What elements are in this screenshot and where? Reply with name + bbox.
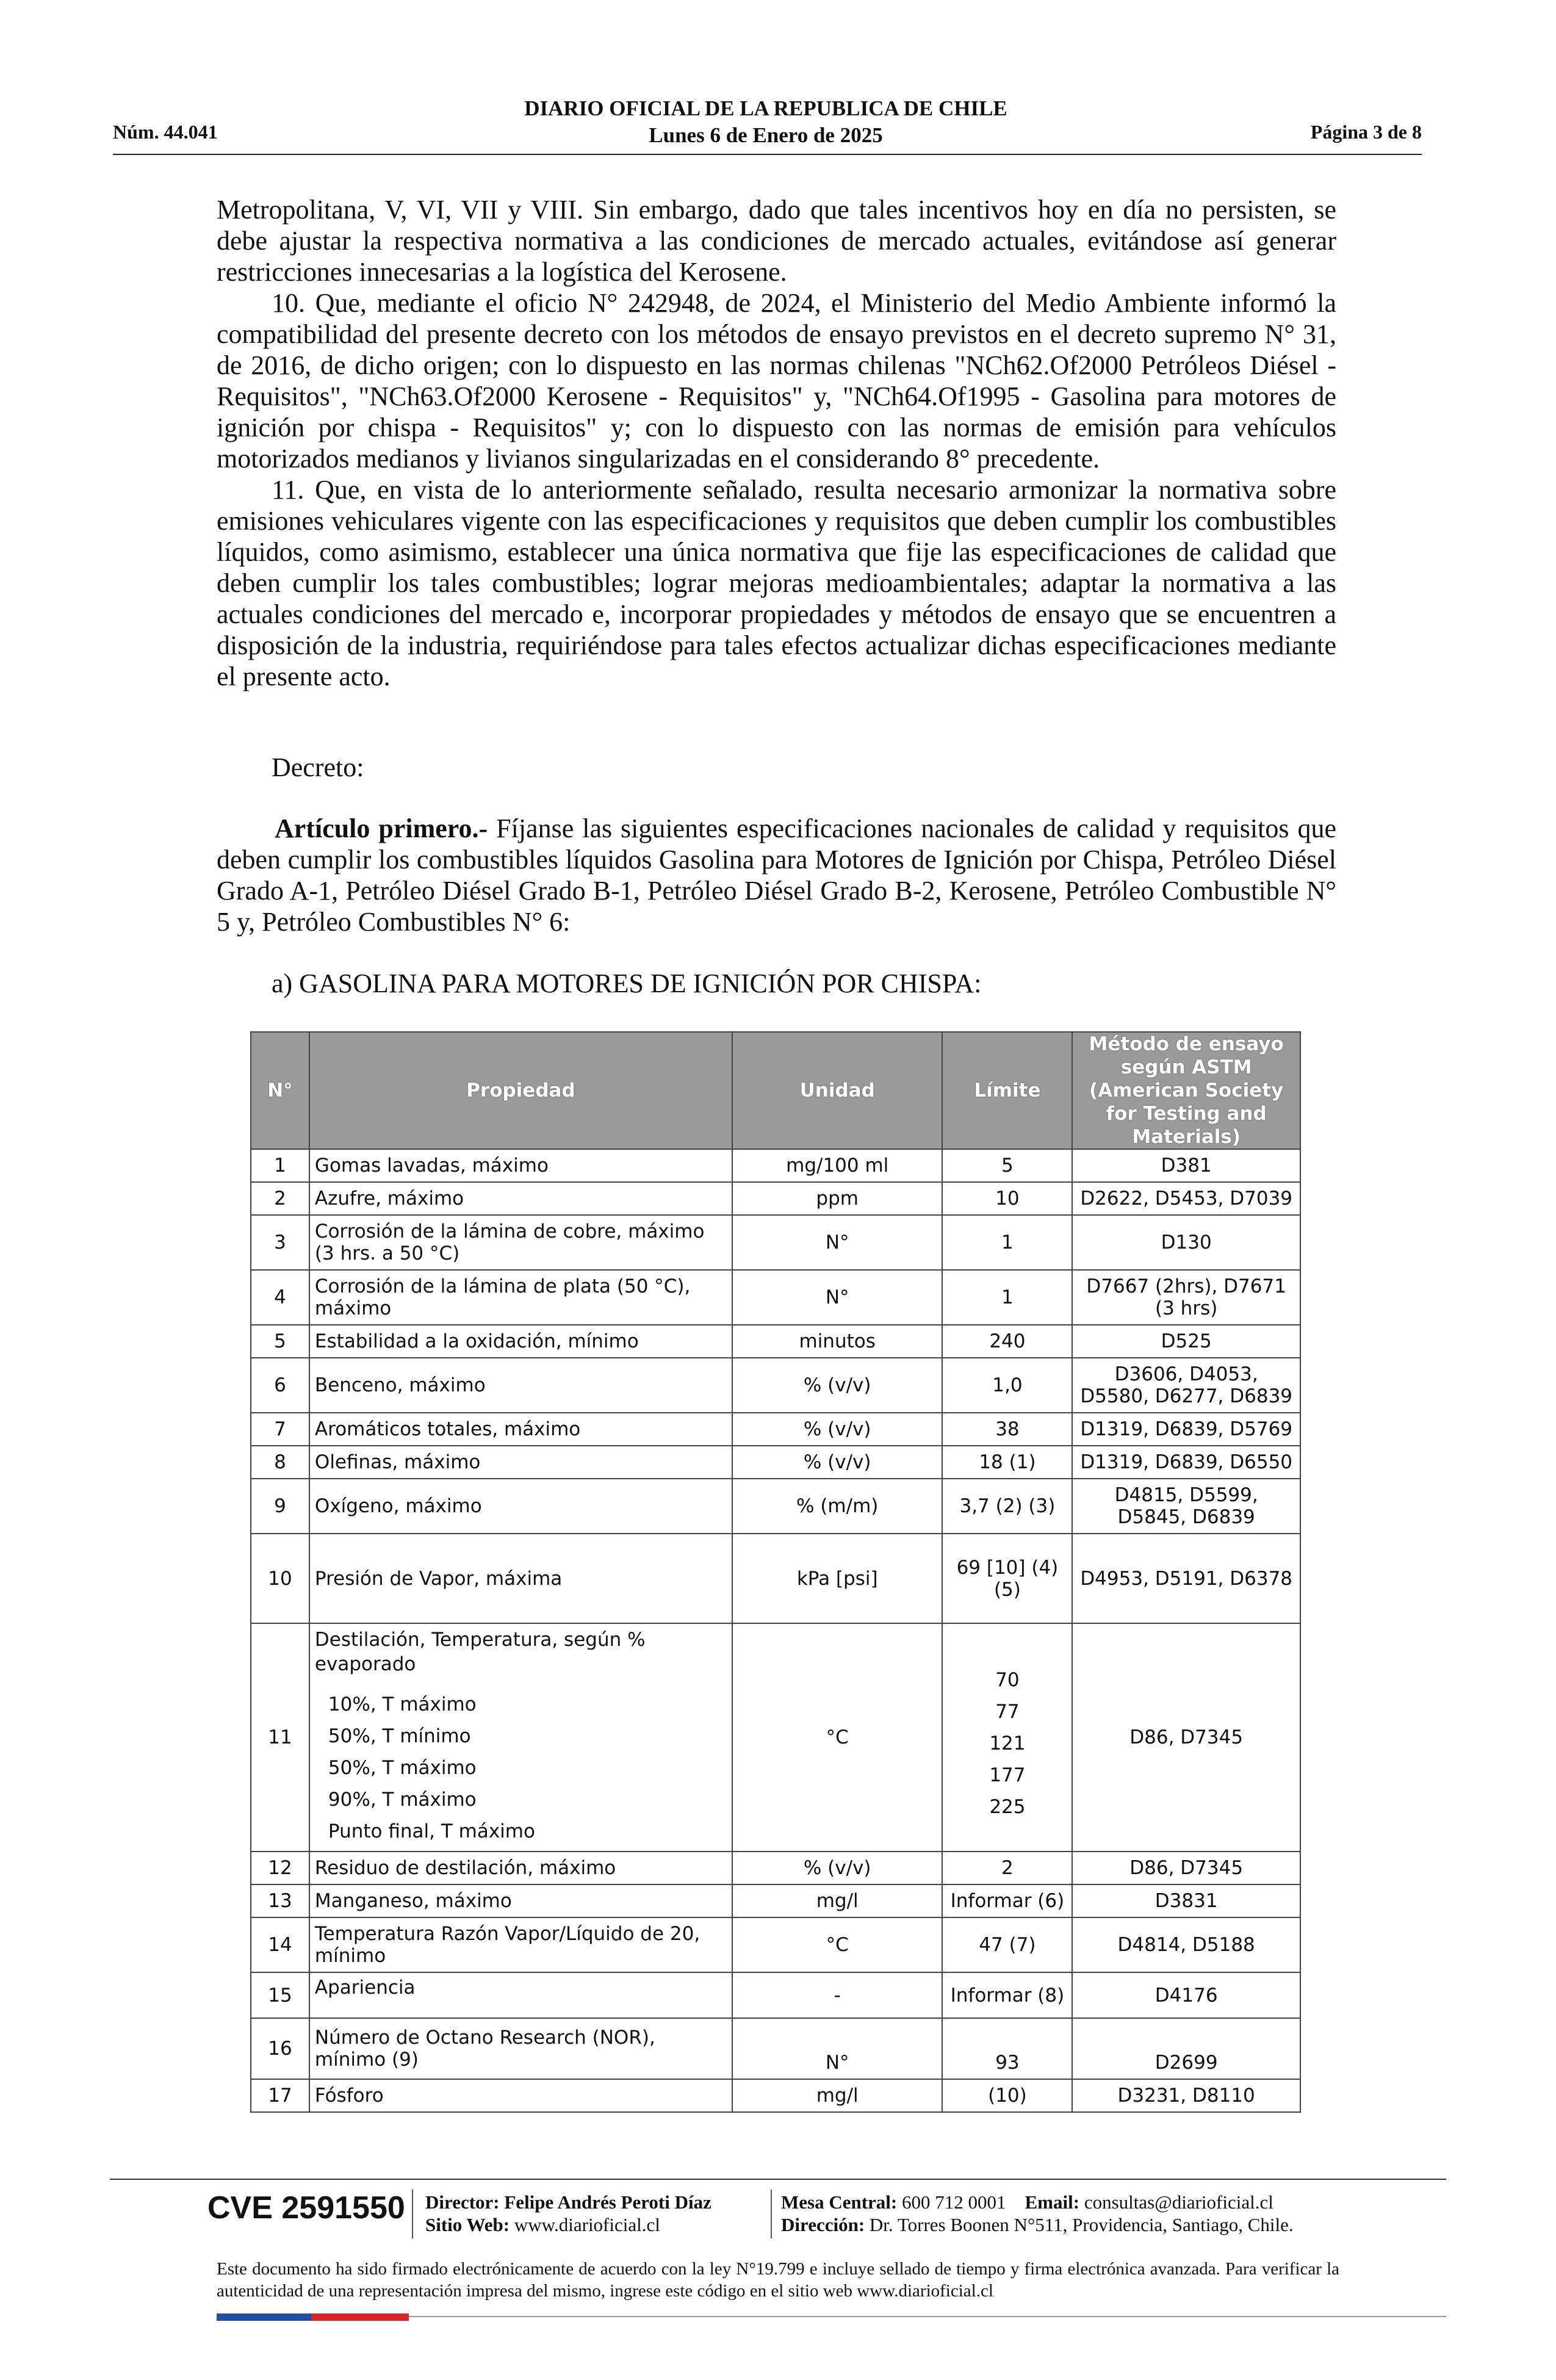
cell-property: Olefinas, máximo — [309, 1446, 732, 1479]
cell-method: D3606, D4053, D5580, D6277, D6839 — [1072, 1358, 1300, 1413]
cell-number: 17 — [251, 2079, 309, 2112]
cell-number: 1 — [251, 1149, 309, 1182]
table-row — [251, 1149, 1300, 1182]
col-header-property: Propiedad — [309, 1032, 732, 1149]
table-row — [251, 1215, 1300, 1270]
articulo-label: Artículo primero.- — [275, 813, 488, 843]
cell-number: 6 — [251, 1358, 309, 1413]
mesa-phone: 600 712 0001 — [902, 2191, 1006, 2213]
footer-separator — [412, 2190, 413, 2238]
cell-unit: kPa [psi] — [732, 1534, 943, 1623]
cell-method: D4953, D5191, D6378 — [1072, 1534, 1300, 1623]
director-label: Director: — [425, 2191, 500, 2213]
cell-property: Aromáticos totales, máximo — [309, 1413, 732, 1446]
cell-unit: % (m/m) — [732, 1479, 943, 1534]
footer-separator — [771, 2190, 772, 2238]
cell-method: D4176 — [1072, 1972, 1300, 2018]
distillation-item: Punto final, T máximo — [328, 1820, 535, 1842]
site-label: Sitio Web: — [425, 2214, 510, 2235]
issue-number: Núm. 44.041 — [113, 121, 218, 143]
decreto-heading: Decreto: — [272, 752, 364, 782]
flag-bar-blue — [217, 2313, 311, 2321]
table-row — [251, 1270, 1300, 1325]
cell-property: Temperatura Razón Vapor/Líquido de 20, mínimo — [309, 1917, 732, 1972]
cell-unit: mg/100 ml — [732, 1149, 943, 1182]
cell-unit: - — [732, 1972, 943, 2018]
cell-method: D2622, D5453, D7039 — [1072, 1182, 1300, 1215]
cell-unit: % (v/v) — [732, 1358, 943, 1413]
table-row — [251, 2018, 1300, 2079]
distillation-item: 50%, T máximo — [328, 1757, 477, 1779]
cell-property — [309, 1623, 732, 1852]
distillation-item: 90%, T máximo — [328, 1789, 477, 1811]
cell-limit: 3,7 (2) (3) — [942, 1479, 1072, 1534]
distillation-item: 10%, T máximo — [328, 1693, 477, 1715]
cell-limit: 240 — [942, 1325, 1072, 1358]
cell-limit: 1 — [942, 1270, 1072, 1325]
publication-date: Lunes 6 de Enero de 2025 — [649, 123, 883, 147]
cell-limit: 18 (1) — [942, 1446, 1072, 1479]
table-row — [251, 1479, 1300, 1534]
table-row — [251, 2079, 1300, 2112]
distillation-title: Destilación, Temperatura, según % evaporado — [314, 1629, 646, 1675]
cell-property: Oxígeno, máximo — [309, 1479, 732, 1534]
address-line — [781, 2213, 1294, 2236]
cve-code: CVE 2591550 — [207, 2190, 405, 2226]
table-header-row — [251, 1032, 1300, 1149]
publication-title: DIARIO OFICIAL DE LA REPUBLICA DE CHILE — [524, 96, 1007, 120]
email-label: Email: — [1025, 2191, 1080, 2213]
cell-unit: % (v/v) — [732, 1413, 943, 1446]
footer-bottom-rule — [409, 2316, 1446, 2317]
mesa-label: Mesa Central: — [781, 2191, 898, 2213]
table-row — [251, 1182, 1300, 1215]
cell-limit: 69 [10] (4) (5) — [942, 1534, 1072, 1623]
cell-limit: 93 — [942, 2018, 1072, 2079]
col-header-limit: Límite — [942, 1032, 1072, 1149]
table-row — [251, 1917, 1300, 1972]
site-line — [425, 2213, 711, 2236]
col-header-unit: Unidad — [732, 1032, 943, 1149]
cell-number: 3 — [251, 1215, 309, 1270]
distillation-values — [948, 1664, 1067, 1823]
cell-number: 10 — [251, 1534, 309, 1623]
articulo-primero — [217, 813, 1336, 937]
cell-method: D7667 (2hrs), D7671 (3 hrs) — [1072, 1270, 1300, 1325]
cell-unit: % (v/v) — [732, 1446, 943, 1479]
table-row — [251, 1325, 1300, 1358]
masthead — [0, 95, 1532, 149]
distillation-value: 177 — [989, 1764, 1026, 1786]
cell-number: 14 — [251, 1917, 309, 1972]
cell-unit: N° — [732, 1215, 943, 1270]
table-row — [251, 1358, 1300, 1413]
cell-number: 16 — [251, 2018, 309, 2079]
cell-method: D130 — [1072, 1215, 1300, 1270]
gasoline-spec-table — [250, 1031, 1301, 2113]
director-info — [425, 2191, 711, 2236]
email-link[interactable]: consultas@diarioficial.cl — [1084, 2191, 1273, 2213]
cell-property: Número de Octano Research (NOR), mínimo (9) — [309, 2018, 732, 2079]
cell-method: D4814, D5188 — [1072, 1917, 1300, 1972]
paragraph-11: 11. Que, en vista de lo anteriormente señalado, resulta necesario armonizar la normativa sobre emisiones vehiculares vigente con las especificaciones y requisitos que deben cumplir los combustibles líquidos, como asimismo, establecer una única normativa que fije las especificaciones de calidad que deben cumplir los tales combustibles; lograr mejoras medioambientales; adaptar la normativa a las actuales condiciones del mercado e, incorporar propiedades y métodos de ensayo que se encuentren a disposición de la industria, requiriéndose para tales efectos actualizar dichas especificaciones mediante el presente acto. — [217, 475, 1336, 691]
table-row-distillation — [251, 1623, 1300, 1852]
distillation-value: 225 — [989, 1796, 1026, 1818]
cell-number: 4 — [251, 1270, 309, 1325]
paragraph-10: 10. Que, mediante el oficio N° 242948, de 2024, el Ministerio del Medio Ambiente informó la compatibilidad del presente decreto con los métodos de ensayo previstos en el decreto supremo N° 31, de 2016, de dicho origen; con lo dispuesto en las normas chilenas "NCh62.Of2000 Petróleos Diésel - Requisitos", "NCh63.Of2000 Kerosene - Requisitos" y, "NCh64.Of1995 - Gasolina para motores de ignición por chispa - Requisitos" y; con lo dispuesto con las normas de emisión para vehículos motorizados medianos y livianos singularizadas en el considerando 8° precedente. — [217, 288, 1336, 474]
cell-unit: minutos — [732, 1325, 943, 1358]
cell-unit: °C — [732, 1623, 943, 1852]
distillation-value: 77 — [995, 1701, 1020, 1723]
cell-property: Residuo de destilación, máximo — [309, 1852, 732, 1884]
cell-limit: 1,0 — [942, 1358, 1072, 1413]
table-row — [251, 1446, 1300, 1479]
cell-unit: °C — [732, 1917, 943, 1972]
paragraph-continuation: Metropolitana, V, VI, VII y VIII. Sin embargo, dado que tales incentivos hoy en día no persisten, se debe ajustar la respectiva normativa a las condiciones de mercado actuales, evitándose así generar restricciones innecesarias a la logística del Kerosene. — [217, 195, 1336, 287]
cell-method: D1319, D6839, D6550 — [1072, 1446, 1300, 1479]
cell-method: D86, D7345 — [1072, 1623, 1300, 1852]
header-divider — [113, 154, 1422, 155]
distillation-item: 50%, T mínimo — [328, 1725, 471, 1747]
footer-note: Este documento ha sido firmado electrónicamente de acuerdo con la ley N°19.799 e incluye sellado de tiempo y firma electrónica avanzada. Para verificar la autenticidad de una representación impresa del mismo, ingrese este código en el sitio web www.diarioficial.cl — [217, 2259, 1339, 2301]
cell-number: 13 — [251, 1884, 309, 1917]
cell-method: D86, D7345 — [1072, 1852, 1300, 1884]
section-title: a) GASOLINA PARA MOTORES DE IGNICIÓN POR CHISPA: — [272, 968, 982, 998]
cell-method: D525 — [1072, 1325, 1300, 1358]
cell-limit: 1 — [942, 1215, 1072, 1270]
flag-bar-red — [311, 2313, 409, 2321]
cell-number: 11 — [251, 1623, 309, 1852]
cell-property: Gomas lavadas, máximo — [309, 1149, 732, 1182]
cell-method: D4815, D5599, D5845, D6839 — [1072, 1479, 1300, 1534]
cell-limit: (10) — [942, 2079, 1072, 2112]
cell-method: D3831 — [1072, 1884, 1300, 1917]
cell-method: D2699 — [1072, 2018, 1300, 2079]
cell-unit: mg/l — [732, 1884, 943, 1917]
cell-property: Estabilidad a la oxidación, mínimo — [309, 1325, 732, 1358]
cell-property: Presión de Vapor, máxima — [309, 1534, 732, 1623]
articulo-text: Fíjanse las siguientes especificaciones nacionales de calidad y requisitos que deben cumplir los combustibles líquidos Gasolina para Motores de Ignición por Chispa, Petróleo Diésel Grado A-1, Petróleo Diésel Grado B-1, Petróleo Diésel Grado B-2, Kerosene, Petróleo Combustible N° 5 y, Petróleo Combustibles N° 6: — [217, 813, 1336, 937]
cell-number: 15 — [251, 1972, 309, 2018]
cell-property: Corrosión de la lámina de cobre, máximo (3 hrs. a 50 °C) — [309, 1215, 732, 1270]
cell-limit: 2 — [942, 1852, 1072, 1884]
contact-line — [781, 2191, 1294, 2213]
table-row — [251, 1534, 1300, 1623]
cell-number: 12 — [251, 1852, 309, 1884]
director-name: Felipe Andrés Peroti Díaz — [504, 2191, 711, 2213]
cell-number: 7 — [251, 1413, 309, 1446]
distillation-value: 121 — [989, 1733, 1026, 1754]
site-link[interactable]: www.diarioficial.cl — [514, 2214, 660, 2235]
cell-unit: % (v/v) — [732, 1852, 943, 1884]
cell-number: 2 — [251, 1182, 309, 1215]
contact-info — [781, 2191, 1294, 2236]
table-row — [251, 1972, 1300, 2018]
body-paragraphs — [217, 194, 1336, 692]
table-row — [251, 1884, 1300, 1917]
cell-property: Apariencia — [309, 1972, 732, 2018]
cell-property: Benceno, máximo — [309, 1358, 732, 1413]
cell-method: D381 — [1072, 1149, 1300, 1182]
cell-method: D3231, D8110 — [1072, 2079, 1300, 2112]
address-label: Dirección: — [781, 2214, 865, 2235]
cell-property: Corrosión de la lámina de plata (50 °C), máximo — [309, 1270, 732, 1325]
cell-limit: 10 — [942, 1182, 1072, 1215]
footer-divider — [110, 2179, 1446, 2180]
distillation-value: 70 — [995, 1669, 1020, 1691]
director-line — [425, 2191, 711, 2213]
cell-unit: ppm — [732, 1182, 943, 1215]
cell-unit: N° — [732, 2018, 943, 2079]
cell-method: D1319, D6839, D5769 — [1072, 1413, 1300, 1446]
col-header-number: N° — [251, 1032, 309, 1149]
table-row — [251, 1413, 1300, 1446]
cell-number: 9 — [251, 1479, 309, 1534]
cell-limit — [942, 1623, 1072, 1852]
table-row — [251, 1852, 1300, 1884]
distillation-list — [315, 1689, 727, 1847]
cell-unit: mg/l — [732, 2079, 943, 2112]
cell-number: 5 — [251, 1325, 309, 1358]
cell-property: Fósforo — [309, 2079, 732, 2112]
cell-limit: 47 (7) — [942, 1917, 1072, 1972]
cell-unit: N° — [732, 1270, 943, 1325]
page-number: Página 3 de 8 — [1310, 121, 1422, 143]
cell-limit: 5 — [942, 1149, 1072, 1182]
cell-property: Azufre, máximo — [309, 1182, 732, 1215]
cell-limit: Informar (6) — [942, 1884, 1072, 1917]
cell-limit: Informar (8) — [942, 1972, 1072, 2018]
col-header-method: Método de ensayo según ASTM (American Society for Testing and Materials) — [1072, 1032, 1300, 1149]
cell-property: Manganeso, máximo — [309, 1884, 732, 1917]
cell-number: 8 — [251, 1446, 309, 1479]
address-text: Dr. Torres Boonen N°511, Providencia, Santiago, Chile. — [869, 2214, 1294, 2235]
cell-limit: 38 — [942, 1413, 1072, 1446]
